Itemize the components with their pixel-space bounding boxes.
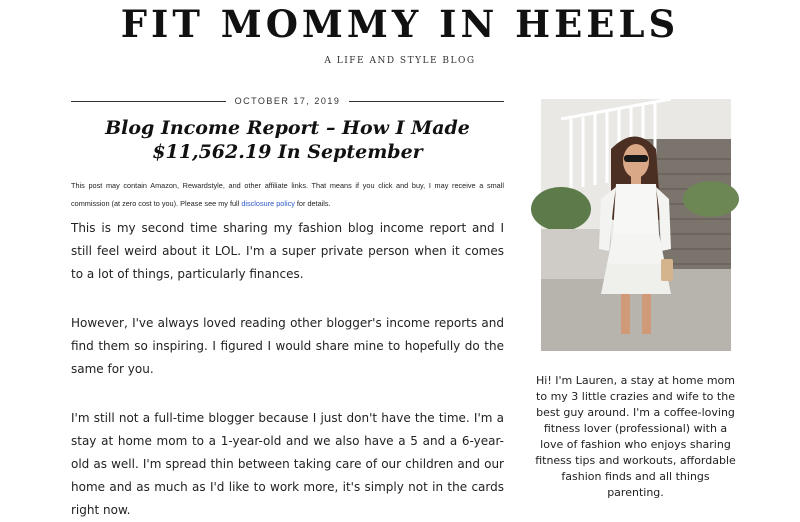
post-paragraph: I'm still not a full-time blogger because I just don't have the time. I'm a stay at home mom to a 1-year-old and we also have a 5 and a 6-year-old as well. I'm spread thin between taking care of our children and our home and as much as I'd like to work more, it's simply not in the cards right now. [71,411,504,517]
disclosure-text-end: for details. [294,199,331,208]
post-paragraph: This is my second time sharing my fashion blog income report and I still feel weird about it LOL. I'm a super private person when it comes to a lot of things, particularly finances. [71,221,504,281]
author-photo [541,99,731,351]
affiliate-disclosure [71,177,504,213]
post-date-row [71,95,504,107]
disclosure-policy-link[interactable]: disclosure policy [241,199,295,208]
author-bio: Hi! I'm Lauren, a stay at home mom to my 3 little crazies and wife to the best guy around. I'm a coffee-loving fitness lover (professional) with a love of fashion who enjoys sharing fitness tips and workouts, affordable fashion finds and all things parenting. [535,374,736,499]
post-date: OCTOBER 17, 2019 [234,96,341,106]
date-divider-left [71,101,226,102]
author-photo-illustration [541,99,731,351]
post-title[interactable]: Blog Income Report – How I Made $11,562.19 In September [105,117,470,163]
site-title[interactable]: FIT MOMMY IN HEELS [120,2,680,46]
post-paragraph: However, I've always loved reading other blogger's income reports and find them so inspiring. I figured I would share mine to hopefully do the same for you. [71,316,504,376]
disclosure-text: This post may contain Amazon, Rewardstyle, and other affiliate links. That means if you click and buy, I may receive a small commission (at zero cost to you). Please see my full [71,181,504,208]
site-tagline: A LIFE AND STYLE BLOG [324,56,476,66]
date-divider-right [349,101,504,102]
